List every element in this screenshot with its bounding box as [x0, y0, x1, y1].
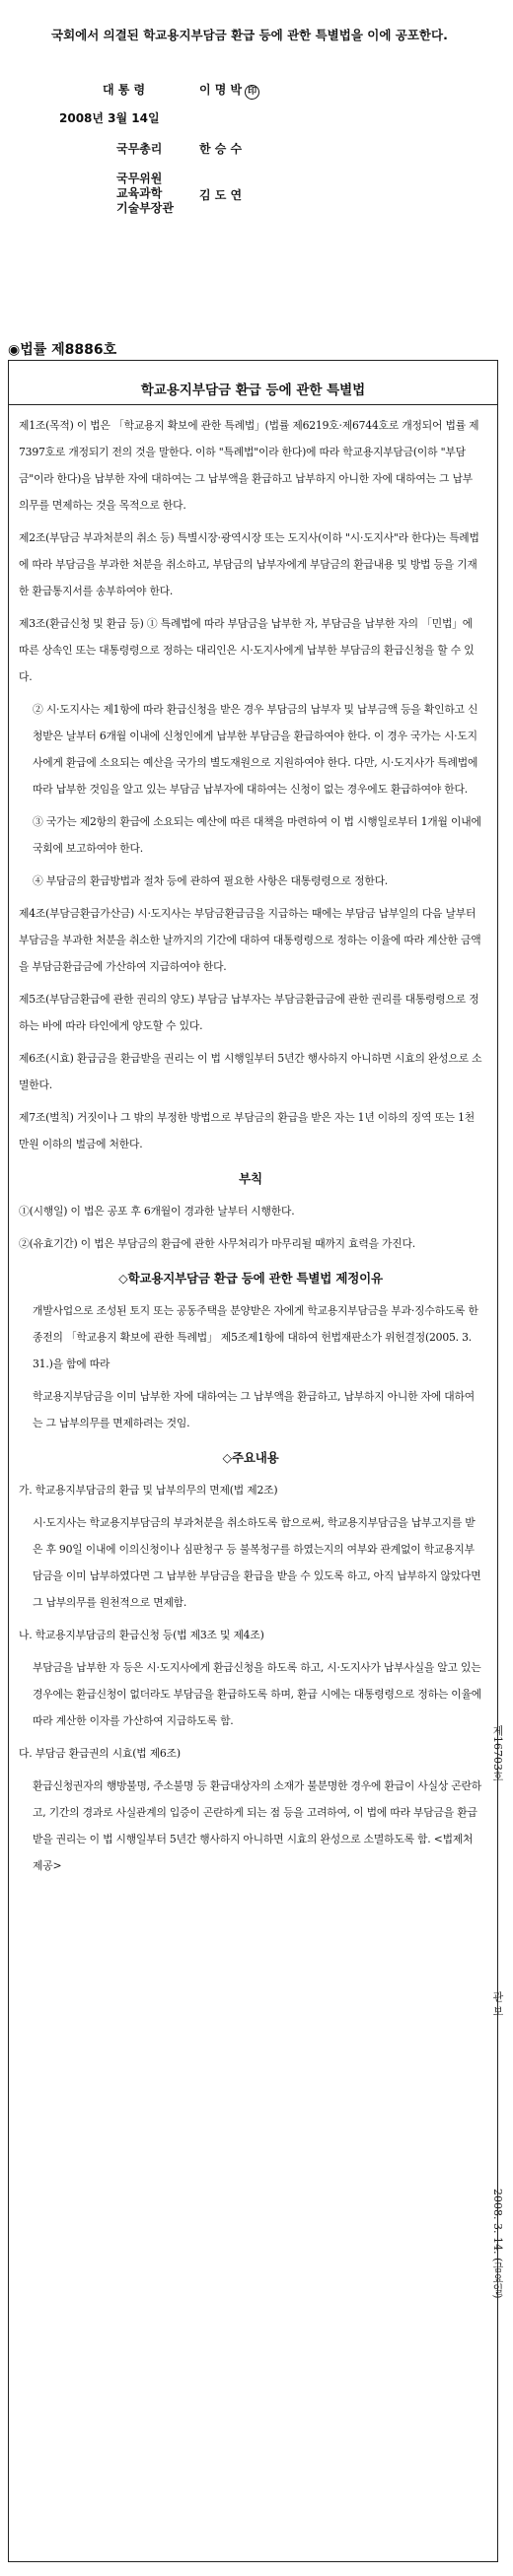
- president-signature: [199, 81, 259, 100]
- article: 제2조(부담금 부과처분의 취소 등) 특별시장·광역시장 또는 도지사(이하 "시·도지사"라 한다)는 특례법에 따라 부담금을 부과한 처분을 취소하고, 부담금의 납부자에게 부담금의 환급내용 및 방법 등을 기재한 환급통지서를 송부하여야 한다.: [19, 531, 479, 597]
- law-content: [19, 412, 482, 1885]
- main-subheading: 나. 학교용지부담금의 환급신청 등(법 제3조 및 제4조): [19, 1629, 264, 1641]
- main-subheading: 다. 부담금 환급권의 시효(법 제6조): [19, 1747, 181, 1760]
- president-title: 대 통 령: [103, 83, 146, 97]
- prime-minister-title: 국무총리: [116, 142, 163, 156]
- article: 제5조(부담금환급에 관한 권리의 양도) 부담금 납부자는 부담금환급금에 관한 권리를 대통령령으로 정하는 바에 따라 타인에게 양도할 수 있다.: [19, 993, 479, 1032]
- main-content-title: ◇주요내용: [222, 1450, 279, 1465]
- minister-title-line: 국무위원: [116, 172, 163, 185]
- reason-paragraph: 개발사업으로 조성된 토지 또는 공동주택을 분양받은 자에게 학교용지부담금을 부과·징수하도록 한 종전의 「학교용지 확보에 관한 특례법」 제5조제1항에 대하여 헌법재판소가 위헌결정(2005. 3. 31.)을 함에 따라: [33, 1304, 478, 1370]
- law-title: 학교용지부담금 환급 등에 관한 특별법: [140, 383, 366, 398]
- article: 제6조(시효) 환급금을 환급받을 권리는 이 법 시행일부터 5년간 행사하지 아니하면 시효의 완성으로 소멸한다.: [19, 1052, 482, 1091]
- article: 제7조(벌칙) 거짓이나 그 밖의 부정한 방법으로 부담금의 환급을 받은 자는 1년 이하의 징역 또는 1천만원 이하의 벌금에 처한다.: [19, 1111, 476, 1150]
- title-divider: [9, 404, 497, 405]
- article: 제1조(목적) 이 법은 「학교용지 확보에 관한 특례법」(법률 제6219호·제6744호로 개정되어 법률 제7397호로 개정되기 전의 것을 말한다. 이하 "특례법"이라 한다)에 따라 학교용지부담금(이하 "부담금"이라 한다)을 납부한 자에 대하여는 그 납부액을 환급하고 납부하지 아니한 자에 대하여는 그 납부의무를 면제하는 것을 목적으로 한다.: [19, 419, 479, 512]
- article-clause: ④ 부담금의 환급방법과 절차 등에 관하여 필요한 사항은 대통령령으로 정한다.: [33, 874, 389, 887]
- minister-name: 김 도 연: [199, 188, 243, 202]
- reason-title: ◇학교용지부담금 환급 등에 관한 특별법 제정이유: [118, 1271, 383, 1286]
- law-number: ◉법률 제8886호: [8, 342, 117, 358]
- margin-gazette-label: 관 보: [491, 1991, 504, 2017]
- margin-issue-number: 제16703호: [491, 1725, 504, 1781]
- article-clause: ③ 국가는 제2항의 환급에 소요되는 예산에 따른 대책을 마련하여 이 법 시행일로부터 1개월 이내에 국회에 보고하여야 한다.: [33, 815, 481, 855]
- president-name: 이 명 박: [199, 83, 243, 97]
- margin-date: 2008. 3. 14. (금요일): [491, 2189, 504, 2299]
- article: 제3조(환급신청 및 환급 등) ① 특례법에 따라 부담금을 납부한 자, 부담금을 납부한 자의 「민법」에 따른 상속인 또는 대통령령으로 정하는 대리인은 시·도지사에게 납부한 부담금의 환급신청을 할 수 있다.: [19, 617, 475, 683]
- addendum: ①(시행일) 이 법은 공포 후 6개월이 경과한 날부터 시행한다.: [19, 1205, 295, 1218]
- main-paragraph: 시·도지사는 학교용지부담금의 부과처분을 취소하도록 함으로써, 학교용지부담금을 납부고지를 받은 후 90일 이내에 이의신청이나 심판청구 등 불복청구를 하였는지의 여부와 관계없이 학교용지부담금을 이미 납부하였다면 그 납부한 부담금을 환급을 받을 수 있도록 하고, 아직 납부하지 않았다면 그 납부의무를 원천적으로 면제함.: [33, 1516, 481, 1609]
- addenda-title: 부칙: [239, 1171, 262, 1186]
- main-paragraph: 부담금을 납부한 자 등은 시·도지사에게 환급신청을 하도록 하고, 시·도지사가 납부사실을 알고 있는 경우에는 환급신청이 없더라도 부담금을 환급하도록 하며, 환급 시에는 대통령령으로 정하는 이율에 따라 계산한 이자를 가산하여 지급하도록 함.: [33, 1661, 481, 1727]
- prime-minister-name: 한 승 수: [199, 142, 243, 156]
- reason-paragraph: 학교용지부담금을 이미 납부한 자에 대하여는 그 납부액을 환급하고, 납부하지 아니한 자에 대하여는 그 납부의무를 면제하려는 것임.: [33, 1390, 475, 1429]
- addendum: ②(유효기간) 이 법은 부담금의 환급에 관한 사무처리가 마무리될 때까지 효력을 가진다.: [19, 1237, 415, 1250]
- law-body-box: [8, 360, 498, 2562]
- minister-title-line: 교육과학: [116, 186, 163, 200]
- minister-title-line: 기술부장관: [116, 201, 174, 215]
- promulgation-date: 2008년 3월 14일: [59, 111, 160, 125]
- main-subheading: 가. 학교용지부담금의 환급 및 납부의무의 면제(법 제2조): [19, 1484, 278, 1497]
- proclamation-text: 국회에서 의결된 학교용지부담금 환급 등에 관한 특별법을 이에 공포한다.: [51, 28, 448, 42]
- seal-icon: 印: [245, 85, 259, 100]
- main-paragraph: 환급신청권자의 행방불명, 주소불명 등 환급대상자의 소재가 불분명한 경우에 환급이 사실상 곤란하고, 기간의 경과로 사실관계의 입증이 곤란하게 되는 점 등을 고려하여, 이 법에 따라 부담금을 환급받을 권리는 이 법 시행일부터 5년간 행사하지 아니하면 시효의 완성으로 소멸하도록 함. <법제처 제공>: [33, 1779, 481, 1872]
- minister-title-block: [116, 172, 174, 216]
- article-clause: ② 시·도지사는 제1항에 따라 환급신청을 받은 경우 부담금의 납부자 및 납부금액 등을 확인하고 신청받은 날부터 6개월 이내에 신청인에게 납부한 부담금을 환급하여야 한다. 이 경우 국가는 시·도지사에게 환급에 소요되는 예산을 국가의 별도재원으로 지원하여야 한다. 다만, 시·도지사가 특례법에 따라 납부한 것임을 알고 있는 부담금 납부자에 대하여는 신청이 없는 경우에도 환급하여야 한다.: [33, 703, 478, 796]
- article: 제4조(부담금환급가산금) 시·도지사는 부담금환급금을 지급하는 때에는 부담금 납부일의 다음 날부터 부담금을 부과한 처분을 취소한 날까지의 기간에 대하여 대통령령으로 정하는 이율에 따라 계산한 금액을 부담금환급금에 가산하여 지급하여야 한다.: [19, 907, 481, 973]
